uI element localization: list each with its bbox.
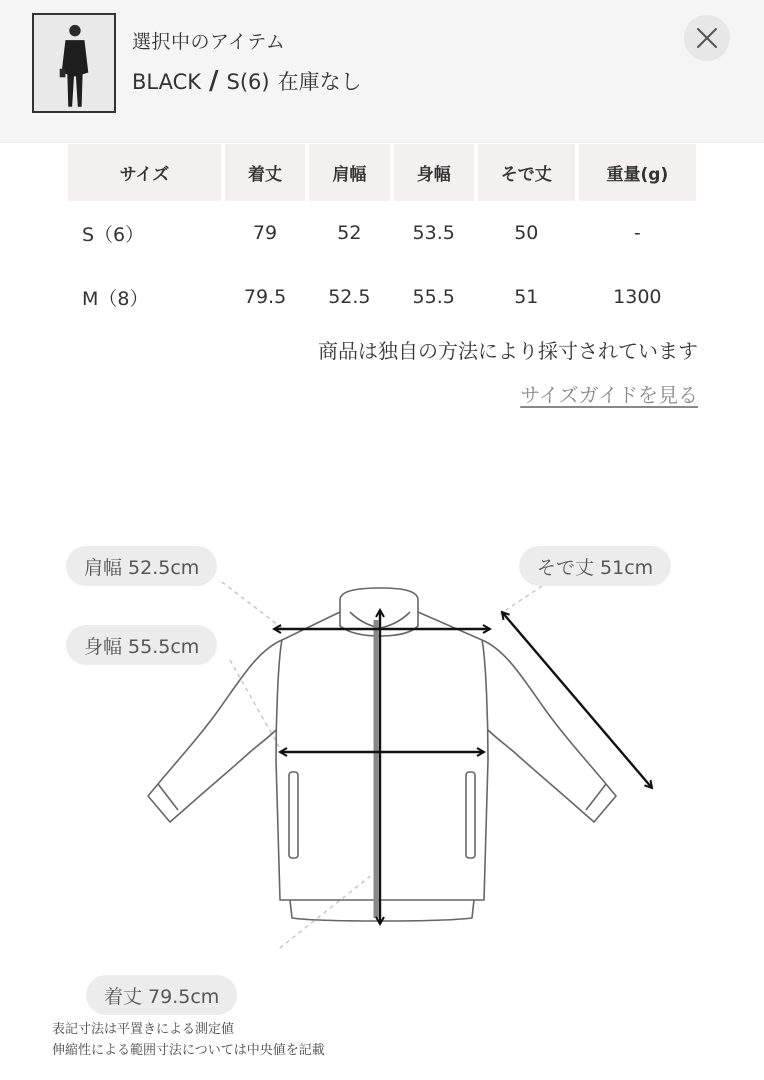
- header-weight: 重量(g): [579, 144, 696, 201]
- table-row: [68, 265, 696, 329]
- close-button[interactable]: [684, 15, 730, 61]
- product-thumbnail: [32, 13, 116, 113]
- shoulder-width-label: 肩幅 52.5cm: [66, 546, 217, 586]
- stock-status: 在庫なし: [277, 70, 362, 94]
- table-cell: 53.5: [412, 222, 455, 244]
- jacket-measurement-diagram: [0, 530, 764, 950]
- table-cell: 50: [514, 222, 539, 244]
- close-icon: [695, 26, 719, 50]
- selected-item-title: 選択中のアイテム: [132, 31, 286, 53]
- selected-variant: [132, 66, 362, 96]
- body-length-label: 着丈 79.5cm: [86, 975, 237, 1015]
- size-table: [64, 144, 700, 329]
- measurement-note: 商品は独自の方法により採寸されています: [318, 339, 698, 363]
- header-length: 着丈: [225, 144, 305, 201]
- table-cell: 79.5: [243, 286, 287, 308]
- table-cell: 51: [514, 286, 539, 308]
- header-size: サイズ: [68, 144, 221, 201]
- measurement-arrows: [274, 610, 652, 924]
- header-shoulder: 肩幅: [309, 144, 389, 201]
- variant-size: S(6): [226, 70, 270, 94]
- footnote-line: 表記寸法は平置きによる測定値: [52, 1022, 235, 1037]
- header-sleeve: そで丈: [478, 144, 575, 201]
- table-cell: 55.5: [412, 286, 455, 308]
- table-cell: 52: [337, 222, 362, 244]
- chest-width-label: 身幅 55.5cm: [66, 625, 217, 665]
- variant-color: BLACK: [132, 70, 202, 94]
- table-cell: 52.5: [328, 286, 371, 308]
- selected-item-header: [0, 0, 764, 143]
- footnote-line: 伸縮性による範囲寸法については中央値を記載: [52, 1043, 325, 1058]
- measurement-footnote: [52, 1019, 325, 1061]
- jacket-illustration: [0, 530, 764, 950]
- leader-lines: [222, 582, 542, 950]
- sleeve-length-label: そで丈 51cm: [519, 546, 671, 586]
- table-cell: -: [633, 222, 641, 244]
- table-cell: 79: [252, 222, 278, 244]
- header-chest: 身幅: [394, 144, 474, 201]
- size-guide-link[interactable]: サイズガイドを見る: [520, 383, 698, 407]
- variant-separator: /: [209, 66, 219, 96]
- jacket-outline: [148, 588, 616, 921]
- size-table-header-row: [68, 144, 696, 201]
- table-cell: M（8）: [82, 287, 149, 310]
- table-row: [68, 201, 696, 265]
- table-cell: 1300: [613, 286, 662, 308]
- table-cell: S（6）: [82, 223, 145, 246]
